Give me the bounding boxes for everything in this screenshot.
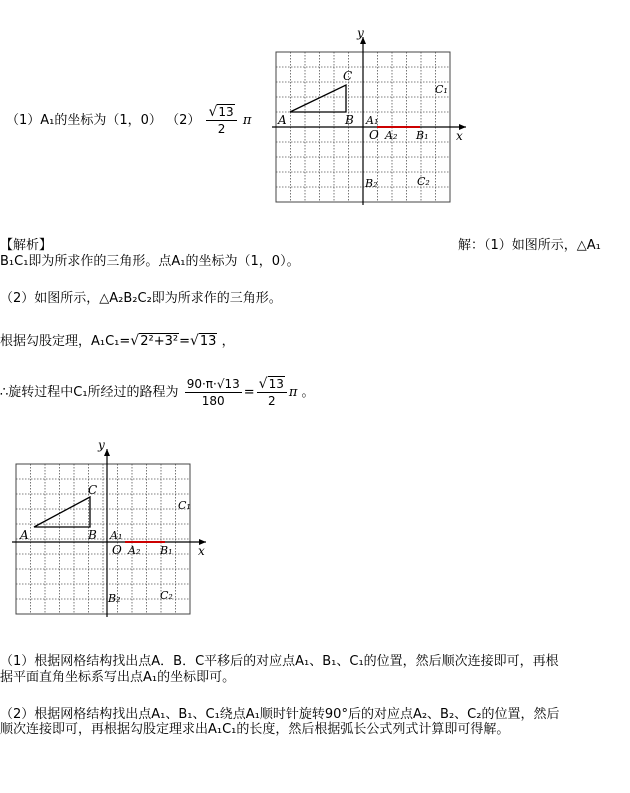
line3-prefix: 根据勾股定理，A₁C₁= — [0, 334, 131, 349]
label-b2: B₂ — [108, 592, 121, 605]
label-b1: B₁ — [416, 129, 429, 142]
label-b: B — [88, 528, 97, 542]
line3-result-sqrt: √13 — [189, 333, 217, 349]
line4-result-fraction: $\frac{√13}{2}$ — [257, 376, 287, 409]
triangle-abc — [34, 497, 90, 527]
note2-cont: 顺次连接即可，再根据勾股定理求出A₁C₁的长度，然后根据弧长公式列式计算即可得解。 — [0, 722, 510, 737]
label-b2: B₂ — [365, 177, 378, 190]
analysis-line3 — [0, 330, 235, 349]
line3-sqrt: √2²+3² — [130, 333, 179, 349]
answer-frac-den: 2 — [217, 122, 226, 136]
coordinate-figure-top — [270, 25, 475, 210]
label-x: x — [198, 544, 205, 558]
analysis-header: 【解析】 — [0, 238, 53, 253]
label-y: y — [357, 26, 364, 40]
answer-part2-label: （2） — [166, 113, 201, 128]
answer-fraction: $\frac{√13}{2}$ — [206, 104, 236, 137]
triangle-abc — [290, 85, 346, 112]
label-a1: A₁ — [110, 529, 123, 542]
line4-eq: = — [243, 385, 255, 400]
label-a2: A₂ — [385, 129, 398, 142]
analysis-intro-right: 解：（1）如图所示，△A₁ — [458, 238, 601, 253]
label-a: A — [278, 113, 287, 127]
analysis-line4 — [0, 376, 315, 409]
label-o: O — [112, 543, 122, 557]
line4-fraction — [185, 376, 242, 409]
note1-cont: 据平面直角坐标系写出点A₁的坐标即可。 — [0, 670, 236, 685]
label-a1: A₁ — [366, 114, 379, 127]
answer-pi: π — [242, 113, 252, 128]
label-c1: C₁ — [178, 499, 191, 512]
label-x: x — [456, 129, 463, 143]
line3-eq: = — [179, 334, 190, 349]
label-c: C — [88, 483, 98, 497]
analysis-intro-cont: B₁C₁即为所求作的三角形。点A₁的坐标为（1，0）。 — [0, 254, 300, 269]
line3-result: 13 — [199, 334, 217, 349]
line3-radicand: 2²+3² — [140, 334, 179, 349]
line4-pi: π — [288, 385, 298, 400]
line4-res-den: 2 — [267, 394, 276, 408]
label-o: O — [369, 128, 379, 142]
line4-prefix: ∴旋转过程中C₁所经过的路程为 — [0, 385, 179, 400]
label-c2: C₂ — [160, 589, 173, 602]
note1: （1）根据网格结构找出点A．B．C平移后的对应点A₁、B₁、C₁的位置，然后顺次连接即可，再根 — [0, 654, 559, 669]
note2: （2）根据网格结构找出点A₁、B₁、C₁绕点A₁顺时针旋转90°后的对应点A₂、B₂、C₂的位置，然后 — [0, 707, 560, 722]
line4-suffix: 。 — [301, 385, 315, 400]
label-b1: B₁ — [160, 544, 173, 557]
line4-num: 90·π·√13 — [186, 377, 240, 391]
line3-suffix: ， — [221, 334, 235, 349]
answer-line — [6, 104, 251, 137]
coordinate-figure-bottom — [10, 437, 215, 622]
label-a2: A₂ — [128, 544, 141, 557]
answer-part1: （1）A₁的坐标为（1，0） — [6, 113, 162, 128]
analysis-line2: （2）如图所示，△A₂B₂C₂即为所求作的三角形。 — [0, 291, 282, 306]
y-axis-arrow — [104, 449, 110, 456]
label-y: y — [98, 438, 105, 452]
line4-den: 180 — [201, 394, 225, 408]
label-c1: C₁ — [435, 83, 448, 96]
line4-res-num: 13 — [268, 377, 284, 391]
label-c: C — [343, 69, 353, 83]
answer-frac-num: 13 — [218, 105, 234, 119]
label-a: A — [20, 528, 29, 542]
label-b: B — [345, 113, 354, 127]
label-c2: C₂ — [417, 175, 430, 188]
